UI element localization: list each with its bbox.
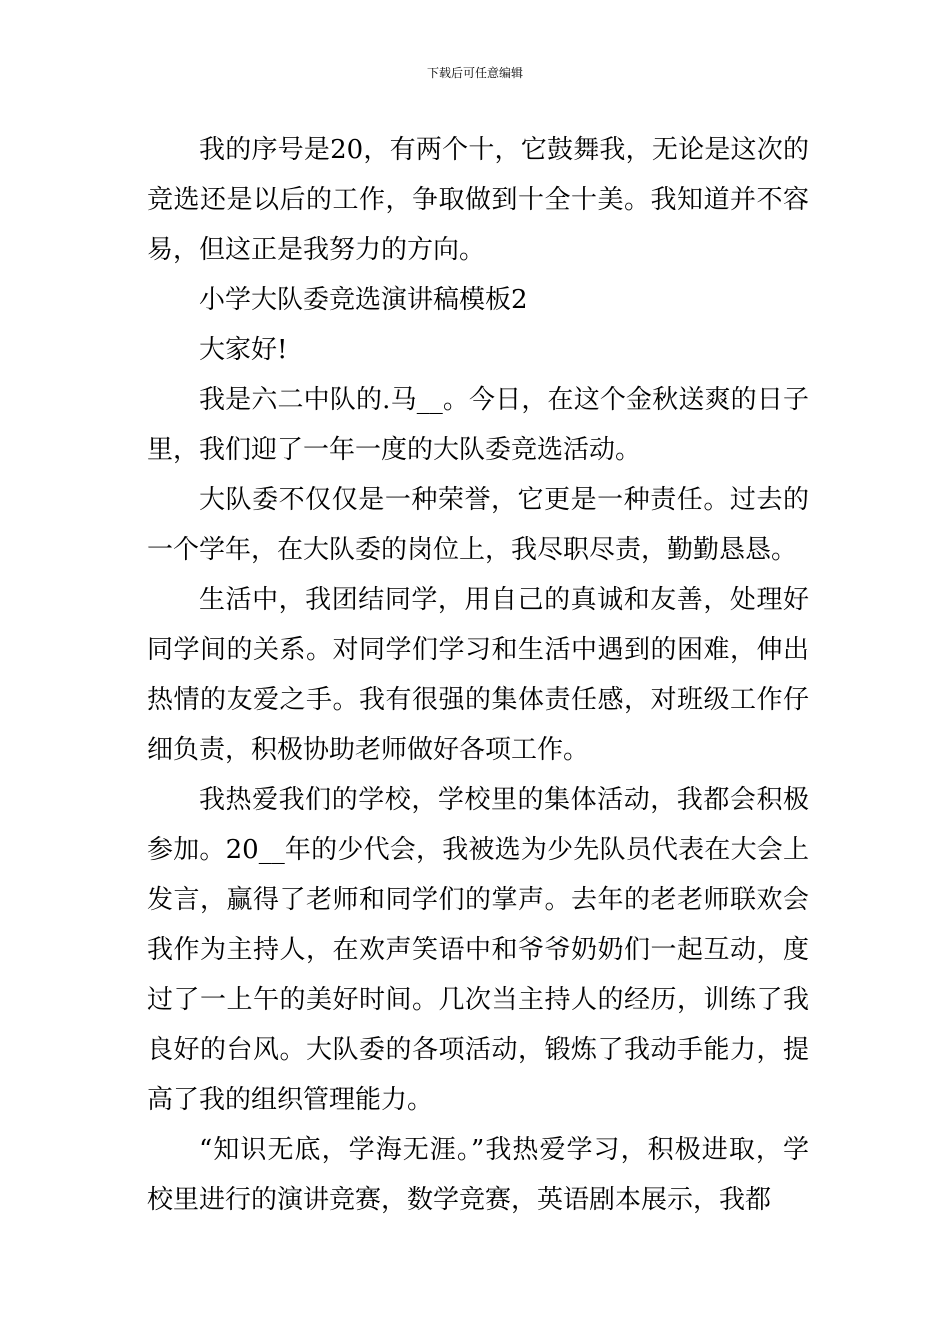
paragraph-daily-life: 生活中，我团结同学，用自己的真诚和友善，处理好同学间的关系。对同学们学习和生活中遇到的困难，伸出热情的友爱之手。我有很强的集体责任感，对班级工作仔细负责，积极协助老师做好各项工作。 <box>147 585 809 765</box>
page-header-note: 下载后可任意编辑 <box>426 66 523 80</box>
paragraph-learning: “知识无底，学海无涯。”我热爱学习，积极进取，学校里进行的演讲竞赛，数学竞赛，英语剧本展示，我都 <box>147 1135 809 1215</box>
document-body <box>147 125 809 1225</box>
paragraph-responsibility: 大队委不仅仅是一种荣誉，它更是一种责任。过去的一个学年，在大队委的岗位上，我尽职尽责，勤勤恳恳。 <box>147 485 809 565</box>
section-title: 小学大队委竞选演讲稿模板2 <box>199 285 528 315</box>
paragraph-greeting: 大家好! <box>199 335 288 365</box>
paragraph-introduction: 我是六二中队的.马__。今日，在这个金秋送爽的日子里，我们迎了一年一度的大队委竞选活动。 <box>147 385 809 465</box>
paragraph-school-activities: 我热爱我们的学校，学校里的集体活动，我都会积极参加。20__年的少代会，我被选为少先队员代表在大会上发言，赢得了老师和同学们的掌声。去年的老老师联欢会我作为主持人，在欢声笑语中和爷爷奶奶们一起互动，度过了一上午的美好时间。几次当主持人的经历，训练了我良好的台风。大队委的各项活动，锻炼了我动手能力，提高了我的组织管理能力。 <box>147 785 809 1115</box>
paragraph-serial-number: 我的序号是20，有两个十，它鼓舞我，无论是这次的竞选还是以后的工作，争取做到十全十美。我知道并不容易，但这正是我努力的方向。 <box>147 135 809 265</box>
